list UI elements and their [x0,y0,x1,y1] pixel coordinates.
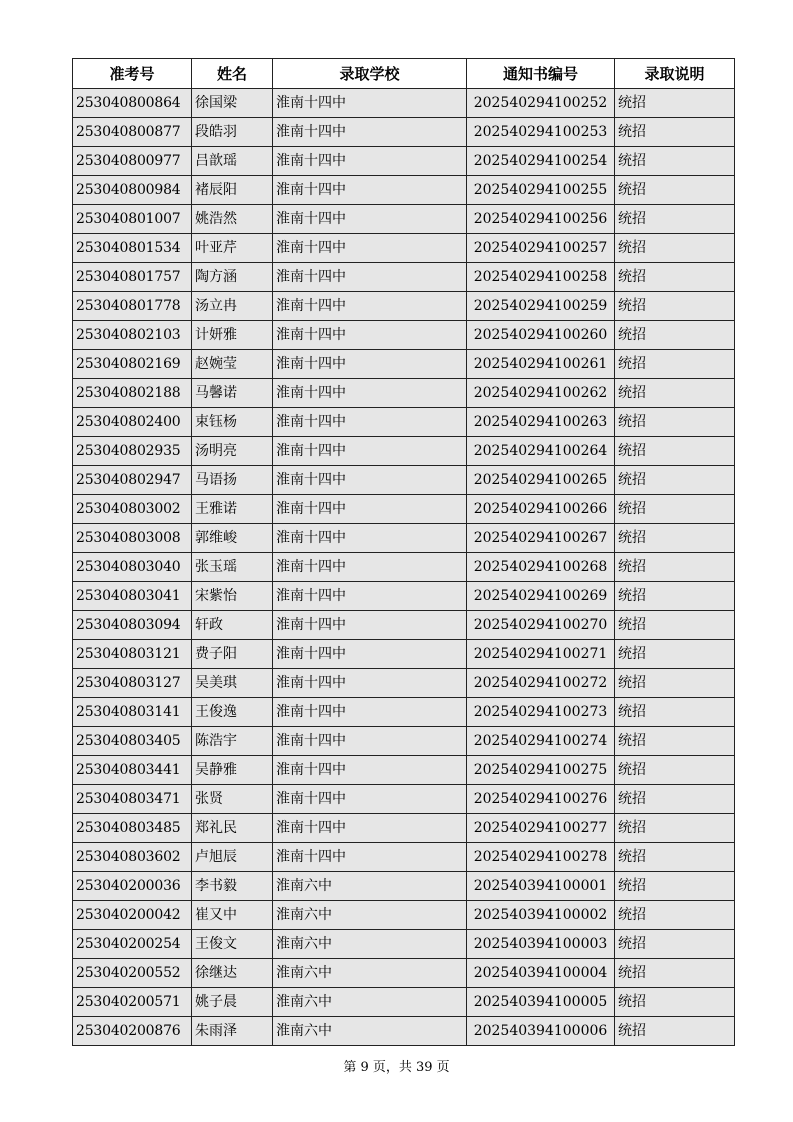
table-row [73,756,735,785]
cell-notice-number: 202540294100277 [467,814,615,843]
table-row [73,292,735,321]
table-row [73,611,735,640]
table-row [73,698,735,727]
cell-name: 朱雨泽 [192,1017,273,1046]
cell-admission-note: 统招 [615,205,735,234]
cell-admission-note: 统招 [615,524,735,553]
cell-exam-number: 253040802188 [73,379,192,408]
cell-notice-number: 202540294100278 [467,843,615,872]
cell-name: 徐国梁 [192,89,273,118]
table-row [73,437,735,466]
cell-notice-number: 202540394100002 [467,901,615,930]
cell-admission-note: 统招 [615,756,735,785]
cell-admission-note: 统招 [615,263,735,292]
cell-school: 淮南十四中 [273,176,467,205]
cell-school: 淮南十四中 [273,408,467,437]
cell-admission-note: 统招 [615,785,735,814]
cell-name: 轩政 [192,611,273,640]
cell-exam-number: 253040200042 [73,901,192,930]
cell-name: 王俊逸 [192,698,273,727]
cell-notice-number: 202540294100263 [467,408,615,437]
cell-school: 淮南十四中 [273,524,467,553]
cell-admission-note: 统招 [615,553,735,582]
cell-name: 计妍雅 [192,321,273,350]
header-notice-number: 通知书编号 [467,59,615,89]
cell-admission-note: 统招 [615,350,735,379]
table-row [73,495,735,524]
cell-admission-note: 统招 [615,582,735,611]
cell-notice-number: 202540294100255 [467,176,615,205]
cell-name: 姚子晨 [192,988,273,1017]
cell-exam-number: 253040803121 [73,640,192,669]
cell-notice-number: 202540394100004 [467,959,615,988]
cell-admission-note: 统招 [615,611,735,640]
cell-notice-number: 202540394100001 [467,872,615,901]
cell-notice-number: 202540294100274 [467,727,615,756]
cell-notice-number: 202540294100276 [467,785,615,814]
cell-notice-number: 202540294100253 [467,118,615,147]
table-row [73,205,735,234]
cell-notice-number: 202540394100003 [467,930,615,959]
cell-exam-number: 253040803008 [73,524,192,553]
cell-school: 淮南十四中 [273,640,467,669]
cell-name: 王雅诺 [192,495,273,524]
cell-school: 淮南十四中 [273,89,467,118]
table-row [73,872,735,901]
cell-exam-number: 253040801757 [73,263,192,292]
cell-school: 淮南六中 [273,988,467,1017]
table-row [73,553,735,582]
cell-exam-number: 253040802103 [73,321,192,350]
cell-school: 淮南十四中 [273,727,467,756]
cell-name: 崔又中 [192,901,273,930]
table-row [73,379,735,408]
cell-exam-number: 253040200254 [73,930,192,959]
cell-admission-note: 统招 [615,843,735,872]
cell-school: 淮南十四中 [273,611,467,640]
cell-school: 淮南六中 [273,930,467,959]
cell-school: 淮南十四中 [273,118,467,147]
cell-admission-note: 统招 [615,669,735,698]
cell-school: 淮南十四中 [273,437,467,466]
cell-school: 淮南十四中 [273,379,467,408]
cell-name: 郭维峻 [192,524,273,553]
table-row [73,1017,735,1046]
cell-name: 徐继达 [192,959,273,988]
table-row [73,582,735,611]
cell-school: 淮南十四中 [273,756,467,785]
cell-exam-number: 253040803485 [73,814,192,843]
cell-exam-number: 253040803094 [73,611,192,640]
cell-notice-number: 202540394100005 [467,988,615,1017]
cell-admission-note: 统招 [615,408,735,437]
cell-exam-number: 253040802935 [73,437,192,466]
cell-notice-number: 202540294100265 [467,466,615,495]
table-row [73,263,735,292]
cell-school: 淮南十四中 [273,669,467,698]
cell-school: 淮南十四中 [273,263,467,292]
table-row [73,785,735,814]
cell-name: 吕歆瑶 [192,147,273,176]
table-row [73,350,735,379]
cell-name: 吴美琪 [192,669,273,698]
table-row [73,147,735,176]
cell-name: 宋紫怡 [192,582,273,611]
cell-name: 汤立冉 [192,292,273,321]
header-exam-number: 准考号 [73,59,192,89]
cell-notice-number: 202540394100006 [467,1017,615,1046]
cell-school: 淮南十四中 [273,553,467,582]
cell-notice-number: 202540294100273 [467,698,615,727]
cell-school: 淮南十四中 [273,582,467,611]
cell-admission-note: 统招 [615,930,735,959]
cell-admission-note: 统招 [615,495,735,524]
cell-name: 段皓羽 [192,118,273,147]
cell-school: 淮南十四中 [273,466,467,495]
cell-admission-note: 统招 [615,147,735,176]
cell-exam-number: 253040803040 [73,553,192,582]
cell-admission-note: 统招 [615,321,735,350]
cell-school: 淮南六中 [273,1017,467,1046]
cell-school: 淮南十四中 [273,495,467,524]
cell-school: 淮南十四中 [273,785,467,814]
cell-exam-number: 253040802947 [73,466,192,495]
cell-exam-number: 253040200571 [73,988,192,1017]
table-row [73,118,735,147]
cell-admission-note: 统招 [615,698,735,727]
cell-admission-note: 统招 [615,176,735,205]
cell-exam-number: 253040800877 [73,118,192,147]
table-row [73,930,735,959]
cell-school: 淮南十四中 [273,698,467,727]
cell-exam-number: 253040800977 [73,147,192,176]
table-row [73,843,735,872]
cell-exam-number: 253040803002 [73,495,192,524]
table-header-row [73,59,735,89]
cell-notice-number: 202540294100269 [467,582,615,611]
cell-exam-number: 253040803602 [73,843,192,872]
cell-admission-note: 统招 [615,1017,735,1046]
cell-exam-number: 253040803471 [73,785,192,814]
cell-notice-number: 202540294100264 [467,437,615,466]
cell-notice-number: 202540294100267 [467,524,615,553]
cell-name: 张贤 [192,785,273,814]
page-footer: 第 9 页，共 39 页 [343,1060,450,1075]
cell-admission-note: 统招 [615,89,735,118]
cell-school: 淮南六中 [273,901,467,930]
cell-name: 卢旭辰 [192,843,273,872]
table-row [73,901,735,930]
cell-school: 淮南六中 [273,872,467,901]
cell-notice-number: 202540294100261 [467,350,615,379]
cell-notice-number: 202540294100257 [467,234,615,263]
cell-name: 马馨诺 [192,379,273,408]
cell-exam-number: 253040803405 [73,727,192,756]
cell-exam-number: 253040803041 [73,582,192,611]
cell-notice-number: 202540294100252 [467,89,615,118]
header-admission-note: 录取说明 [615,59,735,89]
cell-exam-number: 253040200876 [73,1017,192,1046]
table-row [73,89,735,118]
cell-admission-note: 统招 [615,872,735,901]
table-row [73,640,735,669]
admission-table [72,58,735,1046]
cell-exam-number: 253040803127 [73,669,192,698]
cell-admission-note: 统招 [615,988,735,1017]
cell-admission-note: 统招 [615,640,735,669]
cell-name: 马语扬 [192,466,273,495]
cell-notice-number: 202540294100259 [467,292,615,321]
cell-notice-number: 202540294100268 [467,553,615,582]
table-row [73,321,735,350]
cell-admission-note: 统招 [615,118,735,147]
cell-admission-note: 统招 [615,727,735,756]
cell-notice-number: 202540294100272 [467,669,615,698]
cell-notice-number: 202540294100256 [467,205,615,234]
cell-school: 淮南十四中 [273,843,467,872]
cell-school: 淮南十四中 [273,205,467,234]
cell-school: 淮南十四中 [273,814,467,843]
cell-name: 郑礼民 [192,814,273,843]
cell-name: 陈浩宇 [192,727,273,756]
cell-school: 淮南六中 [273,959,467,988]
cell-notice-number: 202540294100275 [467,756,615,785]
cell-admission-note: 统招 [615,379,735,408]
cell-admission-note: 统招 [615,437,735,466]
cell-admission-note: 统招 [615,466,735,495]
cell-name: 吴静雅 [192,756,273,785]
cell-exam-number: 253040200552 [73,959,192,988]
cell-exam-number: 253040801007 [73,205,192,234]
table-row [73,814,735,843]
cell-admission-note: 统招 [615,901,735,930]
cell-admission-note: 统招 [615,814,735,843]
cell-name: 王俊文 [192,930,273,959]
table-row [73,466,735,495]
cell-notice-number: 202540294100270 [467,611,615,640]
cell-school: 淮南十四中 [273,234,467,263]
header-school: 录取学校 [273,59,467,89]
cell-school: 淮南十四中 [273,321,467,350]
table-row [73,524,735,553]
cell-name: 汤明亮 [192,437,273,466]
cell-exam-number: 253040800864 [73,89,192,118]
cell-notice-number: 202540294100262 [467,379,615,408]
table-row [73,988,735,1017]
cell-exam-number: 253040200036 [73,872,192,901]
table-row [73,669,735,698]
cell-name: 姚浩然 [192,205,273,234]
cell-exam-number: 253040802169 [73,350,192,379]
cell-name: 李书毅 [192,872,273,901]
table-row [73,959,735,988]
table-row [73,727,735,756]
cell-name: 褚辰阳 [192,176,273,205]
cell-exam-number: 253040802400 [73,408,192,437]
cell-name: 陶方涵 [192,263,273,292]
cell-admission-note: 统招 [615,959,735,988]
cell-admission-note: 统招 [615,234,735,263]
cell-name: 叶亚芹 [192,234,273,263]
cell-exam-number: 253040800984 [73,176,192,205]
cell-exam-number: 253040801534 [73,234,192,263]
cell-name: 赵婉莹 [192,350,273,379]
cell-name: 费子阳 [192,640,273,669]
cell-notice-number: 202540294100254 [467,147,615,176]
cell-notice-number: 202540294100271 [467,640,615,669]
cell-name: 束钰杨 [192,408,273,437]
table-row [73,176,735,205]
cell-admission-note: 统招 [615,292,735,321]
cell-exam-number: 253040803141 [73,698,192,727]
cell-notice-number: 202540294100258 [467,263,615,292]
cell-name: 张玉瑶 [192,553,273,582]
table-row [73,408,735,437]
cell-notice-number: 202540294100260 [467,321,615,350]
cell-exam-number: 253040801778 [73,292,192,321]
cell-exam-number: 253040803441 [73,756,192,785]
cell-school: 淮南十四中 [273,292,467,321]
header-name: 姓名 [192,59,273,89]
cell-school: 淮南十四中 [273,147,467,176]
cell-school: 淮南十四中 [273,350,467,379]
table-row [73,234,735,263]
cell-notice-number: 202540294100266 [467,495,615,524]
